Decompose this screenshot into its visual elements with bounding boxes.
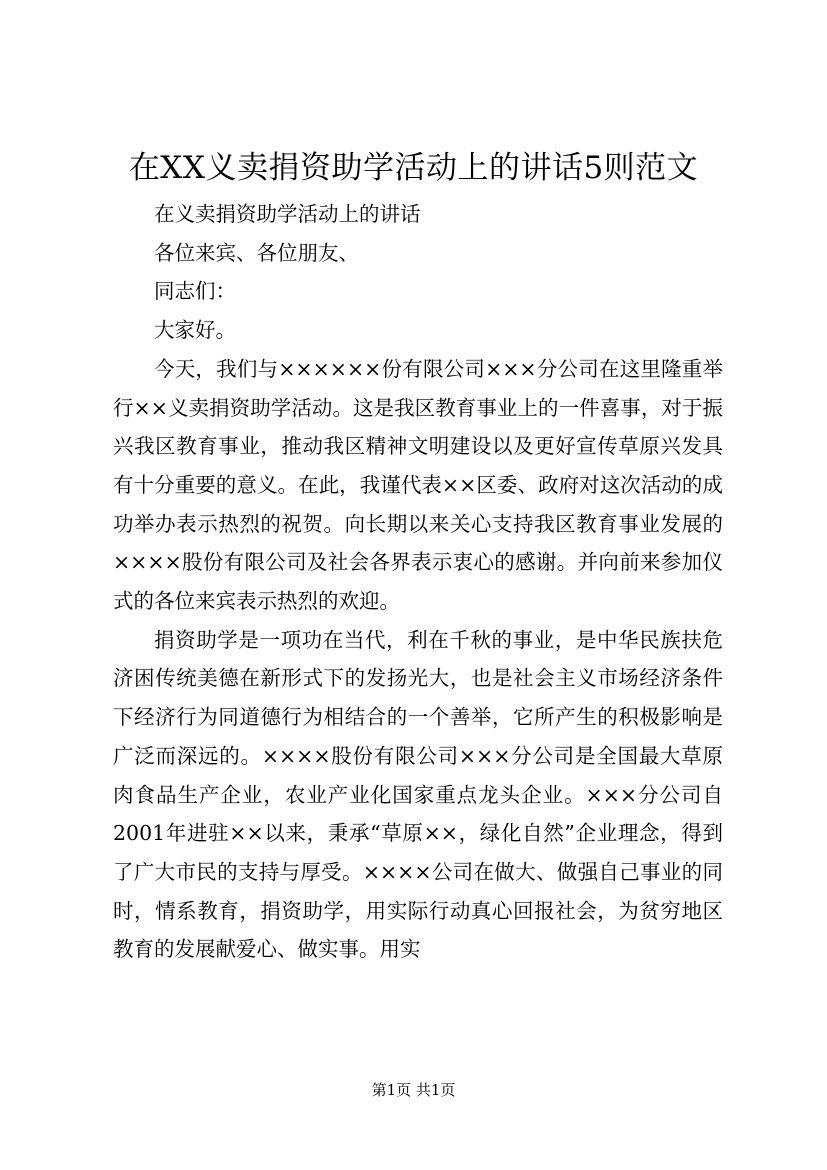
document-title: 在XX义卖捐资助学活动上的讲话5则范文: [128, 150, 699, 186]
paragraph-greeting: 大家好。: [154, 318, 236, 343]
paragraph-significance: 捐资助学是一项功在当代，利在千秋的事业，是中华民族扶危济困传统美德在新形式下的发扬光大，也是社会主义市场经济条件下经济行为同道德行为相结合的一个善举，它所产生的积极影响是广泛而深远的。××××股份有限公司×××分公司是全国最大草原肉食品生产企业，农业产业化国家重点龙头企业。×××分公司自2001年进驻××以来，秉承“草原××，绿化自然”企业理念，得到了广大市民的支持与厚受。××××公司在做大、做强自己事业的同时，情系教育，捐资助学，用实际行动真心回报社会，为贫穷地区教育的发展献爱心、做实事。用实: [113, 627, 723, 962]
paragraph-opening: 今天，我们与××××××份有限公司×××分公司在这里隆重举行××义卖捐资助学活动。这是我区教育事业上的一件喜事，对于振兴我区教育事业，推动我区精神文明建设以及更好宣传草原兴发具有十分重要的意义。在此，我谨代表××区委、政府对这次活动的成功举办表示热烈的祝贺。向长期以来关心支持我区教育事业发展的××××股份有限公司及社会各界表示衷心的感谢。并向前来参加仪式的各位来宾表示热烈的欢迎。: [113, 356, 723, 614]
page-footer: 第1页 共1页: [371, 1081, 456, 1099]
paragraph-salutation-guests: 各位来宾、各位朋友、: [154, 240, 359, 265]
paragraph-subtitle: 在义卖捐资助学活动上的讲话: [154, 202, 421, 226]
paragraph-salutation-comrades: 同志们：: [154, 279, 236, 304]
document-body: [113, 195, 723, 969]
